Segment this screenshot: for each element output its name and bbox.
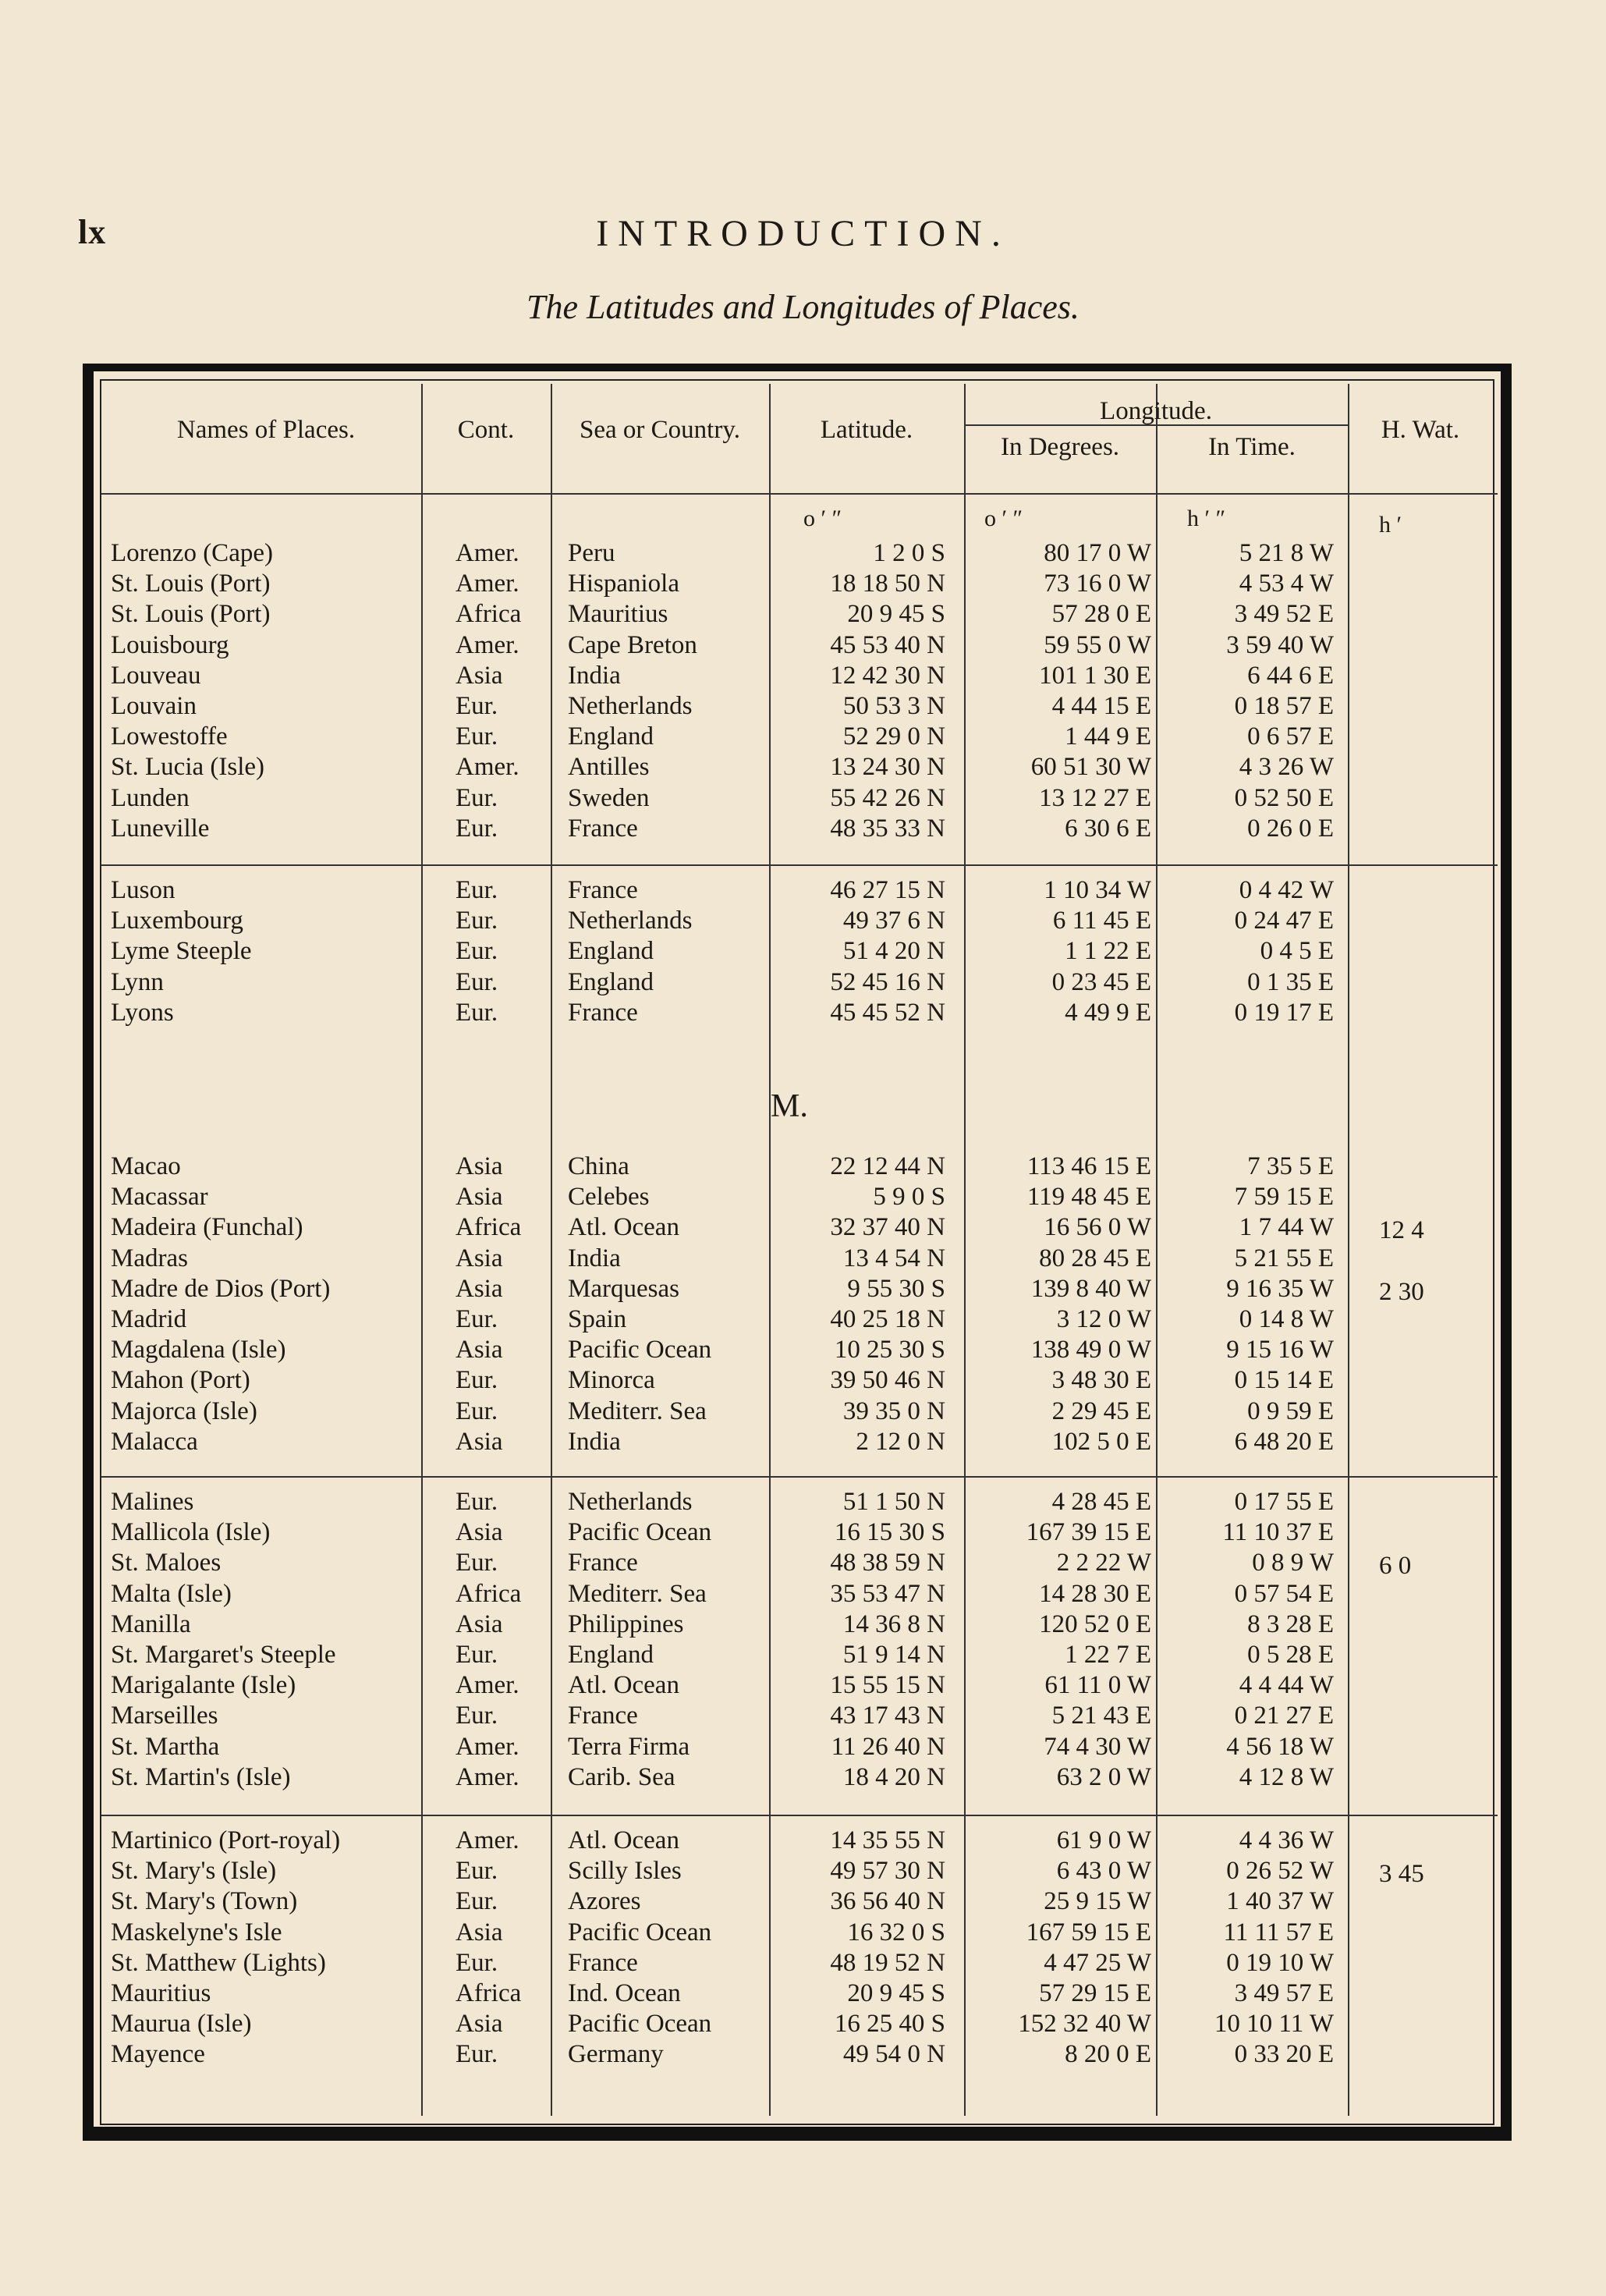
place-name: Luson (111, 876, 175, 904)
sea-or-country: Mediterr. Sea (568, 1396, 707, 1425)
place-name: St. Martha (111, 1732, 220, 1761)
latitude-value: 48 38 59 N (830, 1549, 945, 1577)
units-degrees: o ′ ″ (984, 506, 1023, 531)
continent: Eur. (456, 907, 498, 935)
longitude-time: 6 48 20 E (1234, 1427, 1334, 1456)
sea-or-country: Hispaniola (568, 570, 679, 598)
sea-or-country: Atl. Ocean (568, 1826, 679, 1854)
longitude-degrees: 1 44 9 E (1065, 722, 1151, 751)
longitude-time: 4 12 8 W (1239, 1762, 1334, 1791)
sea-or-country: Celebes (568, 1183, 650, 1212)
units-hwat: h ′ (1379, 512, 1402, 538)
longitude-time: 0 14 8 W (1239, 1305, 1334, 1333)
continent: Africa (456, 1979, 522, 2007)
frame-bottom-bar (83, 2127, 1512, 2138)
longitude-time: 6 44 6 E (1247, 661, 1334, 690)
place-name: St. Mary's (Isle) (111, 1857, 277, 1886)
column-rule (1348, 384, 1349, 2116)
longitude-degrees: 119 48 45 E (1026, 1183, 1151, 1212)
continent: Eur. (456, 876, 498, 904)
longitude-degrees: 1 1 22 E (1065, 937, 1151, 966)
longitude-time: 3 49 57 E (1234, 1979, 1334, 2007)
longitude-time: 3 59 40 W (1226, 630, 1334, 659)
latitude-value: 16 25 40 S (834, 2010, 945, 2039)
place-name: Mahon (Port) (111, 1366, 250, 1395)
longitude-time: 5 21 8 W (1239, 539, 1334, 567)
longitude-time: 8 3 28 E (1247, 1609, 1334, 1638)
latitude-value: 46 27 15 N (830, 876, 945, 904)
longitude-time: 0 9 59 E (1247, 1396, 1334, 1425)
sea-or-country: Pacific Ocean (568, 1918, 712, 1946)
units-time: h ′ ″ (1187, 506, 1226, 531)
latitude-value: 49 54 0 N (842, 2040, 945, 2069)
continent: Asia (456, 1244, 503, 1272)
frame-left-bar (83, 364, 94, 2138)
header-longitude: Longitude. (1100, 397, 1212, 425)
longitude-time: 11 11 57 E (1223, 1918, 1334, 1946)
longitude-degrees: 0 23 45 E (1051, 967, 1151, 996)
place-name: Lowestoffe (111, 722, 228, 751)
longitude-degrees: 4 47 25 W (1044, 1948, 1151, 1977)
longitude-time: 0 8 9 W (1252, 1549, 1334, 1577)
longitude-time: 0 17 55 E (1234, 1488, 1334, 1516)
place-name: Marigalante (Isle) (111, 1671, 296, 1700)
longitude-degrees: 60 51 30 W (1030, 753, 1151, 782)
longitude-time: 0 1 35 E (1247, 967, 1334, 996)
sea-or-country: France (568, 1948, 638, 1977)
latitude-value: 15 55 15 N (830, 1671, 945, 1700)
sea-or-country: Mauritius (568, 600, 668, 629)
header-cont: Cont. (457, 416, 515, 444)
continent: Asia (456, 1918, 503, 1946)
continent: Africa (456, 600, 522, 629)
table-title: The Latitudes and Longitudes of Places. (526, 288, 1080, 326)
continent: Asia (456, 1152, 503, 1180)
place-name: Malacca (111, 1427, 198, 1456)
longitude-degrees: 4 49 9 E (1065, 998, 1151, 1027)
longitude-degrees: 4 44 15 E (1051, 692, 1151, 720)
latitude-value: 11 26 40 N (831, 1732, 945, 1761)
place-name: Lyme Steeple (111, 937, 252, 966)
longitude-time: 1 40 37 W (1226, 1887, 1334, 1916)
sea-or-country: England (568, 937, 654, 966)
longitude-degrees: 16 56 0 W (1044, 1213, 1151, 1242)
sea-or-country: Antilles (568, 753, 650, 782)
sea-or-country: Mediterr. Sea (568, 1579, 707, 1608)
place-name: Louveau (111, 661, 201, 690)
sea-or-country: Sweden (568, 783, 650, 812)
sea-or-country: Ind. Ocean (568, 1979, 681, 2007)
continent: Amer. (456, 570, 519, 598)
place-name: St. Lucia (Isle) (111, 753, 265, 782)
sea-or-country: India (568, 1244, 621, 1272)
place-name: St. Mary's (Town) (111, 1887, 298, 1916)
latitude-value: 18 18 50 N (830, 570, 945, 598)
place-name: Maskelyne's Isle (111, 1918, 282, 1946)
longitude-degrees: 167 59 15 E (1026, 1918, 1151, 1946)
longitude-time: 4 4 36 W (1239, 1826, 1334, 1854)
sea-or-country: France (568, 998, 638, 1027)
latitude-value: 49 37 6 N (842, 907, 945, 935)
continent: Eur. (456, 937, 498, 966)
longitude-degrees: 2 29 45 E (1051, 1396, 1151, 1425)
longitude-time: 0 24 47 E (1234, 907, 1334, 935)
place-name: Marseilles (111, 1702, 218, 1730)
longitude-time: 5 21 55 E (1234, 1244, 1334, 1272)
place-name: St. Margaret's Steeple (111, 1641, 336, 1669)
longitude-degrees: 6 11 45 E (1052, 907, 1151, 935)
header-h-wat: H. Wat. (1381, 416, 1460, 444)
longitude-time: 10 10 11 W (1214, 2010, 1334, 2039)
page-number: lx (78, 213, 107, 251)
high-water: 3 45 (1379, 1860, 1424, 1889)
sea-or-country: Germany (568, 2040, 664, 2069)
latitude-value: 35 53 47 N (830, 1579, 945, 1608)
latitude-value: 16 32 0 S (847, 1918, 945, 1946)
continent: Amer. (456, 753, 519, 782)
latitude-value: 13 24 30 N (830, 753, 945, 782)
continent: Eur. (456, 1488, 498, 1516)
latitude-value: 51 4 20 N (842, 937, 945, 966)
latitude-value: 40 25 18 N (830, 1305, 945, 1333)
longitude-degrees: 4 28 45 E (1051, 1488, 1151, 1516)
latitude-value: 39 35 0 N (842, 1396, 945, 1425)
longitude-time: 0 6 57 E (1247, 722, 1334, 751)
longitude-time: 0 5 28 E (1247, 1641, 1334, 1669)
longitude-time: 3 49 52 E (1234, 600, 1334, 629)
longitude-time: 7 59 15 E (1234, 1183, 1334, 1212)
continent: Amer. (456, 539, 519, 567)
longitude-time: 0 18 57 E (1234, 692, 1334, 720)
longitude-time: 0 4 42 W (1239, 876, 1334, 904)
latitude-value: 39 50 46 N (830, 1366, 945, 1395)
continent: Eur. (456, 1549, 498, 1577)
row-rule (101, 493, 1498, 495)
longitude-degrees: 5 21 43 E (1051, 1702, 1151, 1730)
sea-or-country: Pacific Ocean (568, 1518, 712, 1547)
place-name: Mayence (111, 2040, 205, 2069)
longitude-degrees: 101 1 30 E (1039, 661, 1151, 690)
place-name: Madras (111, 1244, 188, 1272)
continent: Amer. (456, 1671, 519, 1700)
longitude-time: 4 56 18 W (1226, 1732, 1334, 1761)
place-name: Mallicola (Isle) (111, 1518, 271, 1547)
place-name: Majorca (Isle) (111, 1396, 257, 1425)
longitude-time: 11 10 37 E (1222, 1518, 1334, 1547)
continent: Asia (456, 1336, 503, 1364)
continent: Asia (456, 1518, 503, 1547)
longitude-time: 0 15 14 E (1234, 1366, 1334, 1395)
units-latitude: o ′ ″ (803, 506, 842, 531)
sea-or-country: Peru (568, 539, 615, 567)
row-rule (101, 864, 1498, 866)
latitude-value: 32 37 40 N (830, 1213, 945, 1242)
latitude-value: 48 19 52 N (830, 1948, 945, 1977)
place-name: Louisbourg (111, 630, 229, 659)
longitude-degrees: 25 9 15 W (1044, 1887, 1151, 1916)
continent: Eur. (456, 1948, 498, 1977)
continent: Asia (456, 661, 503, 690)
sea-or-country: Pacific Ocean (568, 1336, 712, 1364)
longitude-time: 9 16 35 W (1226, 1274, 1334, 1303)
continent: Asia (456, 2010, 503, 2039)
continent: Amer. (456, 630, 519, 659)
latitude-value: 51 1 50 N (842, 1488, 945, 1516)
latitude-value: 16 15 30 S (834, 1518, 945, 1547)
sea-or-country: Minorca (568, 1366, 655, 1395)
header-in-degrees: In Degrees. (1000, 433, 1120, 461)
continent: Eur. (456, 1887, 498, 1916)
latitude-value: 52 45 16 N (830, 967, 945, 996)
longitude-degrees: 152 32 40 W (1018, 2010, 1151, 2039)
longitude-degrees: 73 16 0 W (1044, 570, 1151, 598)
longitude-time: 0 19 10 W (1226, 1948, 1334, 1977)
place-name: Maurua (Isle) (111, 2010, 252, 2039)
column-rule (1156, 384, 1158, 2116)
longitude-time: 4 3 26 W (1239, 753, 1334, 782)
latitude-value: 14 36 8 N (842, 1609, 945, 1638)
latitude-value: 48 35 33 N (830, 814, 945, 843)
place-name: Manilla (111, 1609, 191, 1638)
sea-or-country: Netherlands (568, 692, 693, 720)
longitude-time: 0 33 20 E (1234, 2040, 1334, 2069)
sea-or-country: France (568, 814, 638, 843)
latitude-value: 51 9 14 N (842, 1641, 945, 1669)
sea-or-country: England (568, 722, 654, 751)
column-rule (964, 384, 966, 2116)
longitude-degrees: 61 9 0 W (1056, 1826, 1151, 1854)
sea-or-country: Cape Breton (568, 630, 697, 659)
latitude-value: 45 45 52 N (830, 998, 945, 1027)
longitude-degrees: 120 52 0 E (1039, 1609, 1151, 1638)
continent: Eur. (456, 722, 498, 751)
latitude-value: 1 2 0 S (873, 539, 945, 567)
longitude-degrees: 57 29 15 E (1039, 1979, 1151, 2007)
continent: Eur. (456, 1641, 498, 1669)
sea-or-country: England (568, 967, 654, 996)
longitude-time: 9 15 16 W (1226, 1336, 1334, 1364)
latitude-value: 20 9 45 S (847, 600, 945, 629)
longitude-degrees: 3 12 0 W (1056, 1305, 1151, 1333)
longitude-time: 0 19 17 E (1234, 998, 1334, 1027)
place-name: Luneville (111, 814, 210, 843)
column-rule (551, 384, 552, 2116)
place-name: Malines (111, 1488, 194, 1516)
sea-or-country: Atl. Ocean (568, 1671, 679, 1700)
continent: Amer. (456, 1826, 519, 1854)
section-letter-m: M. (771, 1088, 808, 1124)
continent: Eur. (456, 2040, 498, 2069)
continent: Asia (456, 1609, 503, 1638)
sea-or-country: Philippines (568, 1609, 684, 1638)
latitude-value: 49 57 30 N (830, 1857, 945, 1886)
place-name: St. Martin's (Isle) (111, 1762, 291, 1791)
latitude-value: 9 55 30 S (847, 1274, 945, 1303)
continent: Eur. (456, 1366, 498, 1395)
frame-right-bar (1501, 364, 1509, 2138)
place-name: Lunden (111, 783, 190, 812)
longitude-time: 0 52 50 E (1234, 783, 1334, 812)
sea-or-country: Pacific Ocean (568, 2010, 712, 2039)
place-name: Lyons (111, 998, 174, 1027)
sea-or-country: Netherlands (568, 907, 693, 935)
sea-or-country: Terra Firma (568, 1732, 690, 1761)
latitude-value: 45 53 40 N (830, 630, 945, 659)
latitude-value: 20 9 45 S (847, 1979, 945, 2007)
sea-or-country: France (568, 1702, 638, 1730)
longitude-degrees: 1 22 7 E (1065, 1641, 1151, 1669)
place-name: Macassar (111, 1183, 208, 1212)
longitude-degrees: 59 55 0 W (1044, 630, 1151, 659)
longitude-degrees: 6 43 0 W (1056, 1857, 1151, 1886)
header-names: Names of Places. (176, 416, 356, 444)
sea-or-country: Spain (568, 1305, 627, 1333)
running-head: INTRODUCTION. (596, 213, 1010, 254)
latitude-value: 55 42 26 N (830, 783, 945, 812)
place-name: Magdalena (Isle) (111, 1336, 286, 1364)
longitude-degrees: 8 20 0 E (1065, 2040, 1151, 2069)
longitude-degrees: 13 12 27 E (1039, 783, 1151, 812)
latitude-value: 36 56 40 N (830, 1887, 945, 1916)
header-sea: Sea or Country. (580, 416, 740, 444)
longitude-degrees: 61 11 0 W (1044, 1671, 1151, 1700)
longitude-time: 0 57 54 E (1234, 1579, 1334, 1608)
longitude-time: 7 35 5 E (1247, 1152, 1334, 1180)
continent: Asia (456, 1427, 503, 1456)
longitude-degrees: 63 2 0 W (1056, 1762, 1151, 1791)
sea-or-country: India (568, 1427, 621, 1456)
latitude-value: 43 17 43 N (830, 1702, 945, 1730)
continent: Eur. (456, 998, 498, 1027)
longitude-degrees: 6 30 6 E (1065, 814, 1151, 843)
longitude-degrees: 3 48 30 E (1051, 1366, 1151, 1395)
place-name: Mauritius (111, 1979, 211, 2007)
continent: Asia (456, 1183, 503, 1212)
longitude-time: 4 4 44 W (1239, 1671, 1334, 1700)
continent: Africa (456, 1579, 522, 1608)
continent: Eur. (456, 967, 498, 996)
longitude-degrees: 113 46 15 E (1026, 1152, 1151, 1180)
high-water: 6 0 (1379, 1552, 1412, 1581)
latitude-value: 50 53 3 N (842, 692, 945, 720)
continent: Amer. (456, 1732, 519, 1761)
column-rule (421, 384, 423, 2116)
sea-or-country: Carib. Sea (568, 1762, 675, 1791)
place-name: Luxembourg (111, 907, 243, 935)
place-name: Madrid (111, 1305, 187, 1333)
place-name: St. Matthew (Lights) (111, 1948, 326, 1977)
place-name: Louvain (111, 692, 197, 720)
longitude-time: 0 26 52 W (1226, 1857, 1334, 1886)
place-name: Martinico (Port-royal) (111, 1826, 341, 1854)
place-name: Madeira (Funchal) (111, 1213, 303, 1242)
continent: Asia (456, 1274, 503, 1303)
continent: Eur. (456, 783, 498, 812)
sea-or-country: Netherlands (568, 1488, 693, 1516)
latitude-value: 13 4 54 N (842, 1244, 945, 1272)
high-water: 2 30 (1379, 1277, 1424, 1306)
header-latitude: Latitude. (820, 416, 913, 444)
latitude-value: 5 9 0 S (873, 1183, 945, 1212)
longitude-degrees: 14 28 30 E (1039, 1579, 1151, 1608)
latitude-value: 22 12 44 N (830, 1152, 945, 1180)
sea-or-country: Marquesas (568, 1274, 679, 1303)
longitude-degrees: 2 2 22 W (1056, 1549, 1151, 1577)
header-in-time: In Time. (1208, 433, 1296, 461)
place-name: Malta (Isle) (111, 1579, 232, 1608)
longitude-degrees: 74 4 30 W (1044, 1732, 1151, 1761)
latitude-value: 52 29 0 N (842, 722, 945, 751)
continent: Eur. (456, 1305, 498, 1333)
place-name: Madre de Dios (Port) (111, 1274, 331, 1303)
place-name: St. Maloes (111, 1549, 222, 1577)
longitude-degrees: 57 28 0 E (1051, 600, 1151, 629)
latitude-value: 14 35 55 N (830, 1826, 945, 1854)
sea-or-country: Scilly Isles (568, 1857, 682, 1886)
continent: Africa (456, 1213, 522, 1242)
frame-top-bar (83, 364, 1512, 371)
longitude-degrees: 80 17 0 W (1044, 539, 1151, 567)
longitude-degrees: 139 8 40 W (1030, 1274, 1151, 1303)
sea-or-country: France (568, 876, 638, 904)
place-name: Lorenzo (Cape) (111, 539, 273, 567)
continent: Eur. (456, 1857, 498, 1886)
place-name: St. Louis (Port) (111, 570, 271, 598)
continent: Eur. (456, 1396, 498, 1425)
latitude-value: 12 42 30 N (830, 661, 945, 690)
latitude-value: 2 12 0 N (856, 1427, 945, 1456)
place-name: Macao (111, 1152, 181, 1180)
longitude-degrees: 167 39 15 E (1026, 1518, 1151, 1547)
continent: Eur. (456, 692, 498, 720)
longitude-time: 4 53 4 W (1239, 570, 1334, 598)
longitude-time: 0 26 0 E (1247, 814, 1334, 843)
column-rule (769, 384, 771, 2116)
continent: Eur. (456, 814, 498, 843)
sea-or-country: France (568, 1549, 638, 1577)
place-name: St. Louis (Port) (111, 600, 271, 629)
row-rule (101, 1476, 1498, 1478)
latitude-value: 10 25 30 S (834, 1336, 945, 1364)
continent: Amer. (456, 1762, 519, 1791)
longitude-degrees: 80 28 45 E (1039, 1244, 1151, 1272)
sea-or-country: Azores (568, 1887, 641, 1916)
sea-or-country: Atl. Ocean (568, 1213, 679, 1242)
sea-or-country: India (568, 661, 621, 690)
longitude-time: 0 21 27 E (1234, 1702, 1334, 1730)
longitude-degrees: 138 49 0 W (1030, 1336, 1151, 1364)
longitude-degrees: 102 5 0 E (1051, 1427, 1151, 1456)
place-name: Lynn (111, 967, 164, 996)
latitude-value: 18 4 20 N (842, 1762, 945, 1791)
longitude-time: 0 4 5 E (1260, 937, 1334, 966)
longitude-time: 1 7 44 W (1239, 1213, 1334, 1242)
longitude-degrees: 1 10 34 W (1044, 876, 1151, 904)
continent: Eur. (456, 1702, 498, 1730)
high-water: 12 4 (1379, 1216, 1424, 1245)
sea-or-country: England (568, 1641, 654, 1669)
sea-or-country: China (568, 1152, 629, 1180)
row-rule (101, 1815, 1498, 1816)
